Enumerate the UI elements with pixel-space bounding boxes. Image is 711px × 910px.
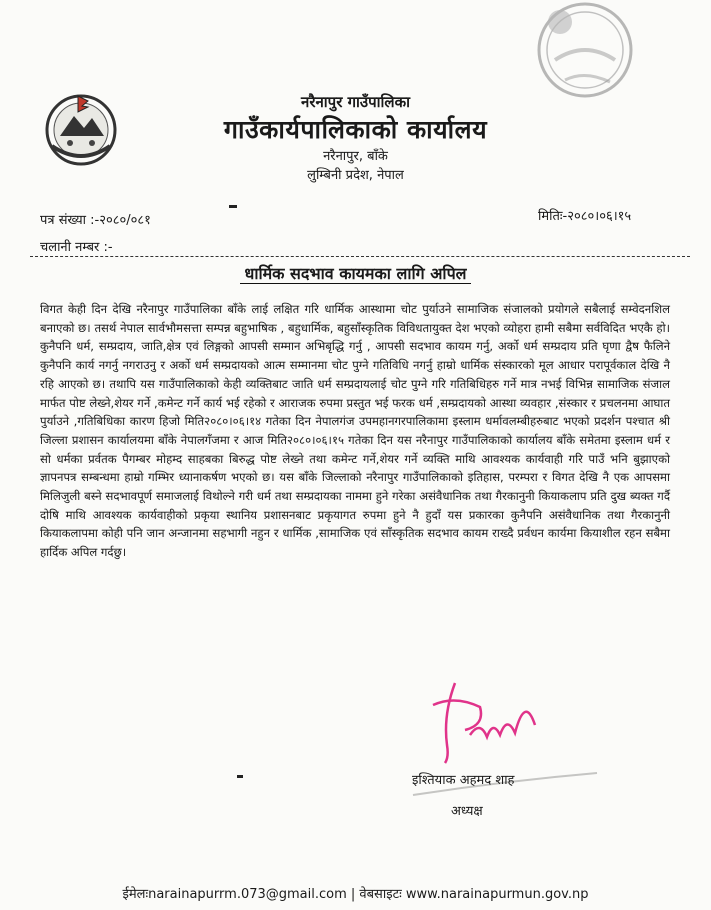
ink-mark [237,775,243,778]
subject-text: धार्मिक सदभाव कायमका लागि अपिल [240,264,470,284]
signatory-name: इश्तियाक अहमद शाह [412,773,515,788]
letter-date: मितिः-२०८०।०६।१५ [538,209,632,224]
office-province: लुम्बिनी प्रदेश, नेपाल [307,168,404,183]
office-title: गाउँकार्यपालिकाको कार्यालय [223,115,488,144]
footer-contact: ईमेलःnarainapurrm.073@gmail.com | वेबसाइटः www.narainapurmun.gov.np [122,887,589,902]
municipality-name: नरैनापुर गाउँपालिका [301,93,410,111]
office-location: नरैनापुर, बाँके [323,149,388,164]
ink-mark [229,205,237,208]
divider [30,256,690,257]
signatory-title: अध्यक्ष [451,804,483,819]
dispatch-number: चलानी नम्बर :- [40,240,113,255]
letter-number: पत्र संख्या :-२०८०/०८१ [40,213,151,228]
letter-body: विगत केही दिन देखि नरैनापुर गाउँपालिका बाँके लाई लक्षित गरि धार्मिक आस्थामा चोट पुर्याउने सामाजिक संजालको प्रयोगले सबैलाई सम्वेदनशिल बनाएको छ। तसर्थ नेपाल सार्वभौमसत्ता सम्पन्न बहुभाषिक , बहुधार्मिक, बहुसाँस्कृतिक विविधतायुक्त देश भएको व्योहरा हामी सबैमा सर्वविदित भएकै हो। कुनैपनि धर्म, सम्प्रदाय, जाति,क्षेत्र एवं लिङ्गको आपसी सम्मान अभिबृद्धि गर्नु , आपसी सदभाव कायम गर्नु, अर्को धर्म सम्प्रदाय प्रति घृणा द्वैष फैलिने कुनैपनि कार्य नगर्नु नगराउनु र अर्को धर्म सम्प्रदायको आत्म सम्मानमा चोट पुग्ने गतिविधि नगर्नु हाम्रो धार्मिक संस्कारको मूल आधार परापूर्वकाल देखि नै रहि आएको छ। तथापि यस गाउँपालिकाको केही व्यक्तिबाट जाति धर्म सम्प्रदायलाई चोट पुग्ने गरि गतिबिधिहरु गर्ने मात्र नभई विभिन्न सामाजिक संजाल मार्फत पोष्ट लेख्ने,शेयर गर्ने ,कमेन्ट गर्ने कार्य भई रहेको र आराजक रुपमा प्रस्तुत भई फरक धर्म ,सम्प्रदायको आस्था व्यवहार ,संस्कार र प्रचलनमा आघात पुर्याउने ,गतिबिधिका कारण हिजो मिति२०८०।०६।१४ गतेका दिन नेपालगंज उपमहानगरपालिकामा इस्लाम धर्मावलम्बीहरुबाट भएको प्रदर्शन पश्चात श्री जिल्ला प्रशासन कार्यालयमा बाँके नेपालगँजमा र आज मिति२०८०।०६।१५ गतेका दिन यस नरैनापुर गाउँपालिकाको कार्यालय बाँके समेतमा इस्लाम धर्म र सो धर्मका प्रर्वतक पैगम्बर मोहम्द साहबका बिरुद्ध पोष्ट लेख्ने तथा कमेन्ट गर्ने,शेयर गर्ने व्यक्ति माथि आवश्यक कार्यवाही गरि पाउँ भनि बुझाएको ज्ञापनपत्र सम्बन्धमा हाम्रो गम्भिर ध्यानाकर्षण भएको छ। यस बाँके जिल्लाको नरैनापुर गाउँपालिकाको इतिहास, परम्परा र विगत देखि नै एक आपसमा मिलिजुली बस्ने सदभावपूर्ण समाजलाई विथोल्ने गरी धर्म तथा सम्प्रदायका नाममा हुने गरेका असंवैधानिक तथा गैरकानुनी कियाकलाप प्रति दुख ब्यक्त गर्दै दोषि माथि आवश्यक कार्यवाहीको प्रकृया स्थानिय प्रशासनबाट प्रकृयागत रुपमा हुने नै हुदाँ यस प्रकारका कुनैपनि असंवैधानिक तथा गैरकानुनी कियाकलापमा कोही पनि जान अन्जानमा सहभागी नहुन र धार्मिक ,सामाजिक एवं साँस्कृतिक सदभाव कायम राख्दै प्रर्वधन कार्यमा कियाशील रहन सबैमा हार्दिक अपिल गर्दछु। [40,302,670,560]
letter-subject [0,262,711,284]
